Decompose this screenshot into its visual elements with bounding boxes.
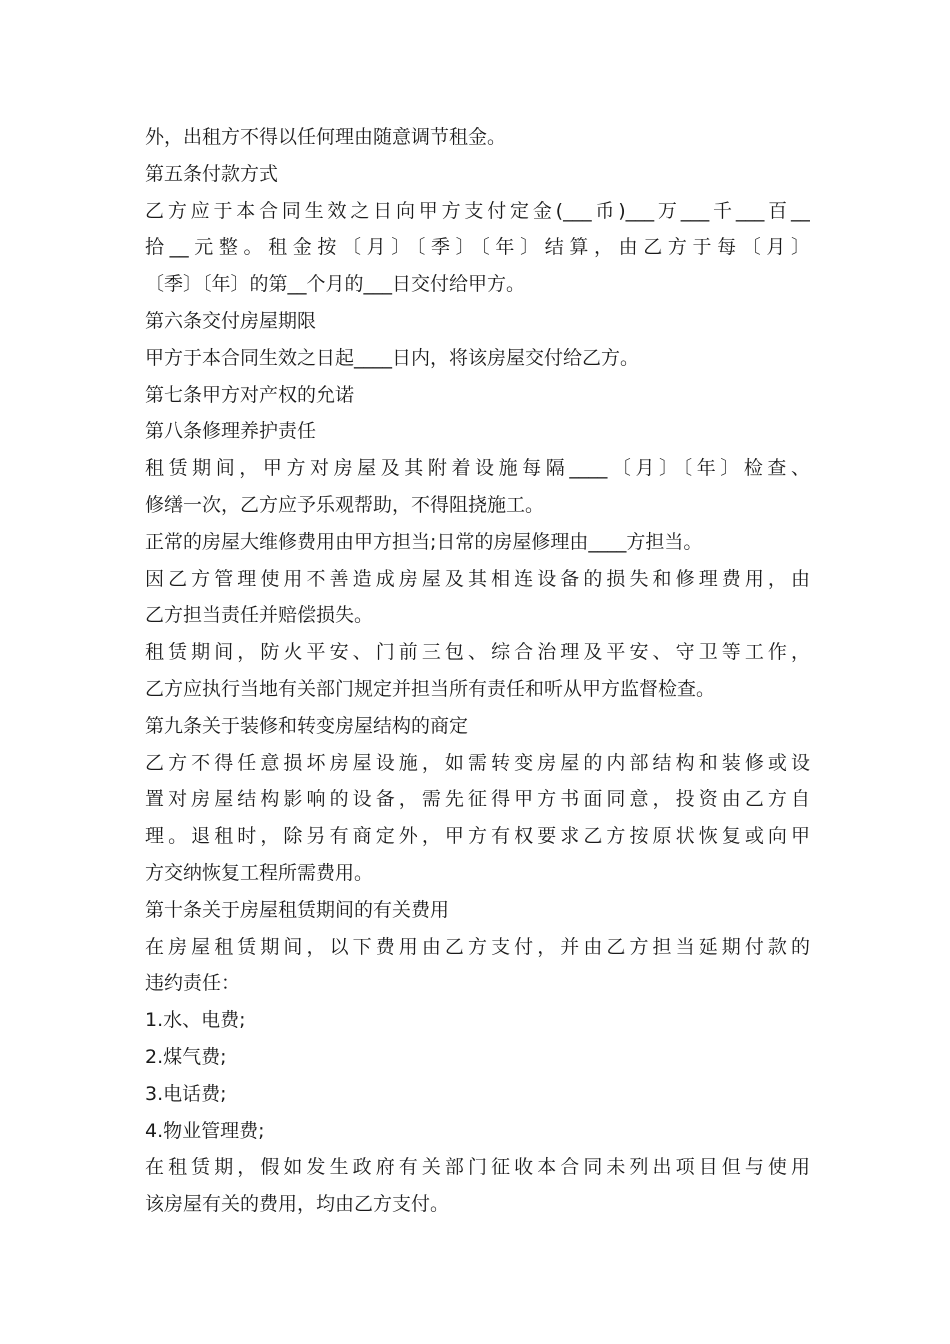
text-line: 在房屋租赁期间，以下费用由乙方支付，并由乙方担当延期付款的 [145,935,810,958]
text-line: 置对房屋结构影响的设备，需先征得甲方书面同意，投资由乙方自 [145,788,810,811]
text-line: 乙方应于本合同生效之日向甲方支付定金(___币)___万___千___百__ [145,199,810,222]
text-line: 〔季〕〔年〕的第__个月的___日交付给甲方。 [145,273,526,296]
text-line: 甲方于本合同生效之日起____日内，将该房屋交付给乙方。 [145,346,640,369]
text-line: 第十条关于房屋租赁期间的有关费用 [145,898,450,921]
text-line: 因乙方管理使用不善造成房屋及其相连设备的损失和修理费用，由 [145,567,810,590]
text-line: 修缮一次，乙方应予乐观帮助，不得阻挠施工。 [145,493,545,516]
text-line: 第八条修理养护责任 [145,420,317,443]
text-line: 外，出租方不得以任何理由随意调节租金。 [145,126,507,148]
text-line: 在租赁期，假如发生政府有关部门征收本合同未列出项目但与使用 [145,1156,810,1179]
text-line: 违约责任： [145,972,241,995]
text-line: 租赁期间，防火平安、门前三包、综合治理及平安、守卫等工作， [145,641,810,664]
text-line: 该房屋有关的费用，均由乙方支付。 [145,1193,450,1216]
text-line: 第七条甲方对产权的允诺 [145,383,355,406]
text-line: 1.水、电费; [145,1009,246,1032]
text-line: 4.物业管理费; [145,1119,265,1142]
text-line: 方交纳恢复工程所需费用。 [145,861,374,884]
text-line: 理。退租时，除另有商定外，甲方有权要求乙方按原状恢复或向甲 [145,825,810,848]
text-line: 拾__元整。租金按〔月〕〔季〕〔年〕结算，由乙方于每〔月〕 [145,236,810,259]
text-line: 2.煤气费; [145,1045,227,1068]
text-line: 第五条付款方式 [145,162,279,185]
text-line: 租赁期间，甲方对房屋及其附着设施每隔____〔月〕〔年〕检查、 [145,457,810,480]
text-line: 乙方应执行当地有关部门规定并担当所有责任和听从甲方监督检查。 [145,677,716,700]
text-line: 3.电话费; [145,1082,227,1105]
text-line: 第九条关于装修和转变房屋结构的商定 [145,714,469,737]
document-body [145,119,810,1223]
text-line: 第六条交付房屋期限 [145,309,317,332]
text-line: 正常的房屋大维修费用由甲方担当;日常的房屋修理由____方担当。 [145,530,703,553]
text-line: 乙方担当责任并赔偿损失。 [145,604,374,627]
text-line: 乙方不得任意损坏房屋设施，如需转变房屋的内部结构和装修或设 [145,751,810,774]
